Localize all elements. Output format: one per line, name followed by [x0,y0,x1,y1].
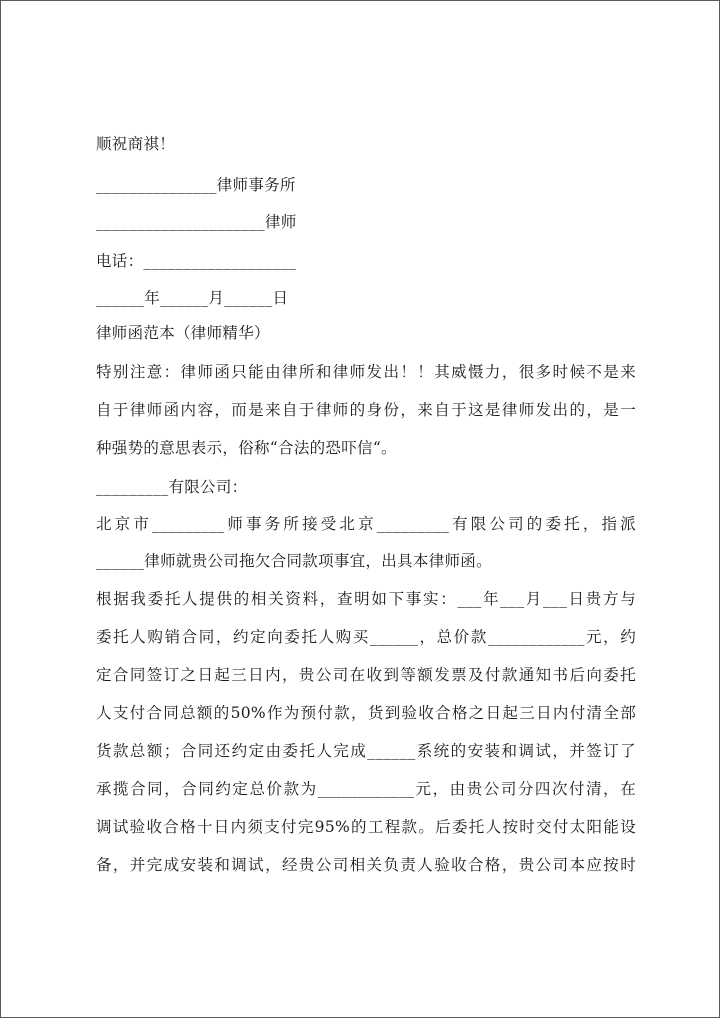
intro-line-2: ______律师就贵公司拖欠合同款项事宜，出具本律师函。 [96,552,492,570]
salutation-line: _________有限公司： [96,478,248,496]
notice-line-2: 自于律师函内容，而是来自于律师的身份，来自于这是律师发出的，是一 [96,401,636,419]
facts-line-3: 定合同签订之日起三日内，贵公司在收到等额发票及付款通知书后向委托 [96,666,636,684]
document-heading: 律师函范本（律师精华） [96,324,270,342]
law-firm-signature-line: _______________律师事务所 [96,176,296,194]
facts-line-8: 备，并完成安装和调试，经贵公司相关负责人验收合格，贵公司本应按时 [96,856,636,874]
notice-line-1: 特别注意：律师函只能由律所和律师发出！！其威慑力，很多时候不是来 [96,363,636,381]
lawyer-signature-line: _____________________律师 [96,213,297,231]
date-line: ______年______月______日 [96,289,289,307]
facts-line-1: 根据我委托人提供的相关资料，查明如下事实：___年___月___日贵方与 [96,590,636,608]
facts-line-5: 货款总额；合同还约定由委托人完成______系统的安装和调试，并签订了 [96,742,636,760]
facts-line-2: 委托人购销合同，约定向委托人购买______，总价款____________元，约 [96,628,636,646]
facts-line-4: 人支付合同总额的50%作为预付款，货到验收合格之日起三日内付清全部 [96,704,636,722]
intro-line-1: 北京市_________师事务所接受北京_________有限公司的委托，指派 [96,515,636,533]
facts-line-7: 调试验收合格十日内须支付完95%的工程款。后委托人按时交付太阳能设 [96,818,636,836]
phone-line: 电话：___________________ [96,252,297,270]
notice-line-3: 种强势的意思表示，俗称“合法的恐吓信“。 [96,439,397,457]
facts-line-6: 承揽合同，合同约定总价款为____________元，由贵公司分四次付清，在 [96,780,636,798]
closing-line: 顺祝商祺！ [96,135,176,153]
